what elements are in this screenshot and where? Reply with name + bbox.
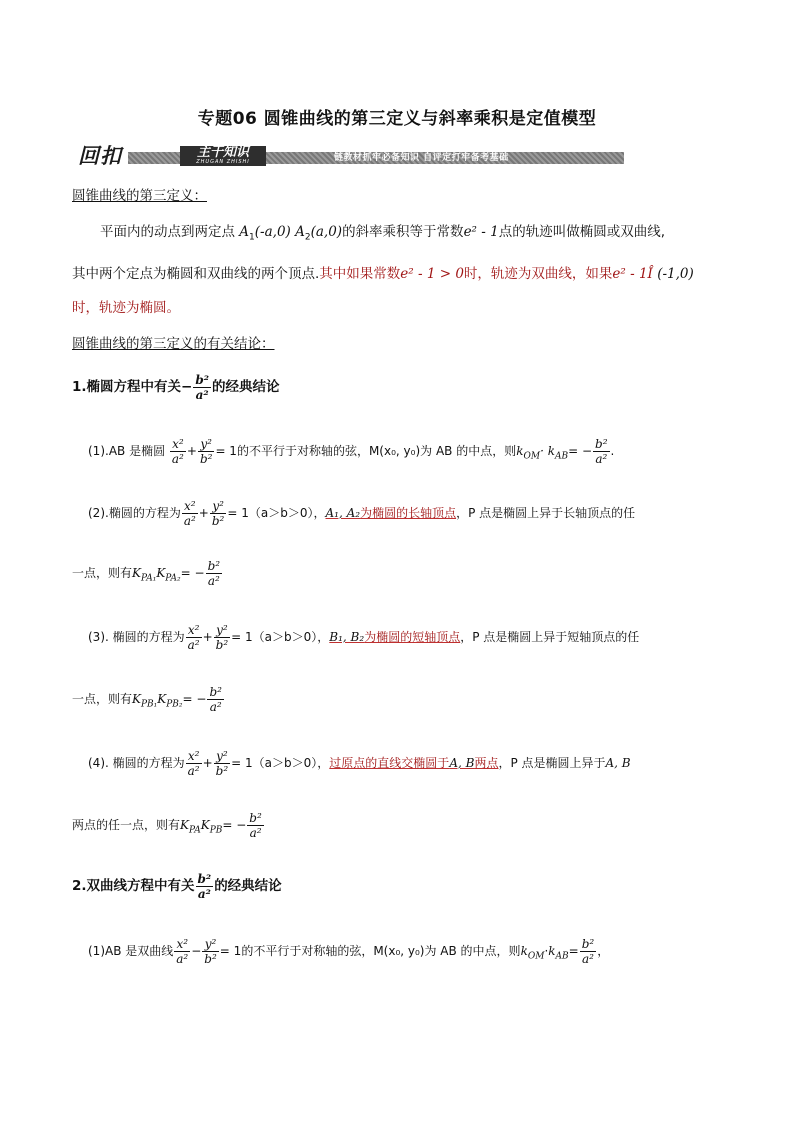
item-2: (2).椭圆的方程为 $\frac{\text{x²}}{\text{a²}}$ + $\frac{\text{y²}}{\text{b²}}$ = 1（a＞b＞0），A₁, A₂为椭圆的长轴顶点，P 点是椭圆上异于长轴顶点的任 (88, 499, 636, 528)
heading-hyperbola-conclusions: 2.双曲线方程中有关 $\frac{\text{b²}}{\text{a²}}$ 的经典结论 (72, 871, 282, 901)
banner-slogan: 链教材抓牢必备知识 自评定打牢备考基础 (334, 153, 509, 163)
banner-center-text: 主干知识 (196, 145, 249, 160)
section-banner (72, 146, 624, 168)
paragraph-2: 其中两个定点为椭圆和双曲线的两个顶点.其中如果常数e² - 1 > 0时，轨迹为双曲线，如果e² - 1Î (-1,0) (72, 266, 694, 282)
item-3-continuation: 一点，则有$K_{PB_1}K_{PB_2}=$ − $\frac{\text{b²}}{\text{a²}}$ (72, 685, 222, 714)
banner-center-subtext: ZHUGAN ZHISHI (196, 159, 250, 165)
page-title: 专题06 圆锥曲线的第三定义与斜率乘积是定值模型 (197, 109, 597, 129)
heading-ellipse-conclusions: 1.椭圆方程中有关− $\frac{\text{b²}}{\text{a²}}$ 的经典结论 (72, 372, 280, 402)
item-5: (1)AB 是双曲线 $\frac{\text{x²}}{\text{a²}}$ − $\frac{\text{y²}}{\text{b²}}$ = 1的不平行于对称轴的弦，M(x₀, y₀)为 AB 的中点，则$k_{OM}\cdot k_{AB}=$ $\frac{\text{b²}}{\text{a²}}$ ， (88, 937, 610, 966)
item-3: (3). 椭圆的方程为 $\frac{\text{x²}}{\text{a²}}$ + $\frac{\text{y²}}{\text{b²}}$ = 1（a＞b＞0），B₁, B₂为椭圆的短轴顶点，P 点是椭圆上异于短轴顶点的任 (88, 623, 640, 652)
section1-heading: 圆锥曲线的第三定义： (72, 188, 207, 204)
section2-heading: 圆锥曲线的第三定义的有关结论： (72, 336, 275, 352)
banner-left-label: 回扣 (72, 144, 128, 168)
item-4: (4). 椭圆的方程为 $\frac{\text{x²}}{\text{a²}}$ + $\frac{\text{y²}}{\text{b²}}$ = 1（a＞b＞0），过原点的直线交椭圆于A, B两点，P 点是椭圆上异于A, B (88, 749, 631, 778)
paragraph-3: 时，轨迹为椭圆。 (72, 300, 180, 316)
item-4-continuation: 两点的任一点，则有$K_{PA}K_{PB}=$ − $\frac{\text{b²}}{\text{a²}}$ (72, 811, 262, 840)
item-1: (1).AB 是椭圆 $\frac{\text{x²}}{\text{a²}}$ + $\frac{\text{y²}}{\text{b²}}$ = 1的不平行于对称轴的弦，M(x₀, y₀)为 AB 的中点，则$k_{OM}\cdot k_{AB}=$ − $\frac{\text{b²}}{\text{a²}}$ . (88, 437, 615, 466)
item-2-continuation: 一点，则有$K_{PA_1}K_{PA_2}=$ − $\frac{\text{b²}}{\text{a²}}$ (72, 559, 221, 588)
banner-center-label (180, 146, 266, 166)
paragraph-1: 平面内的动点到两定点 $A_1(-a,0)$ $A_2(a,0)$的斜率乘积等于常数e² - 1点的轨迹叫做椭圆或双曲线, (100, 224, 665, 243)
fraction-b2-a2: $\frac{\text{b²}}{\text{a²}}$ (195, 372, 209, 402)
